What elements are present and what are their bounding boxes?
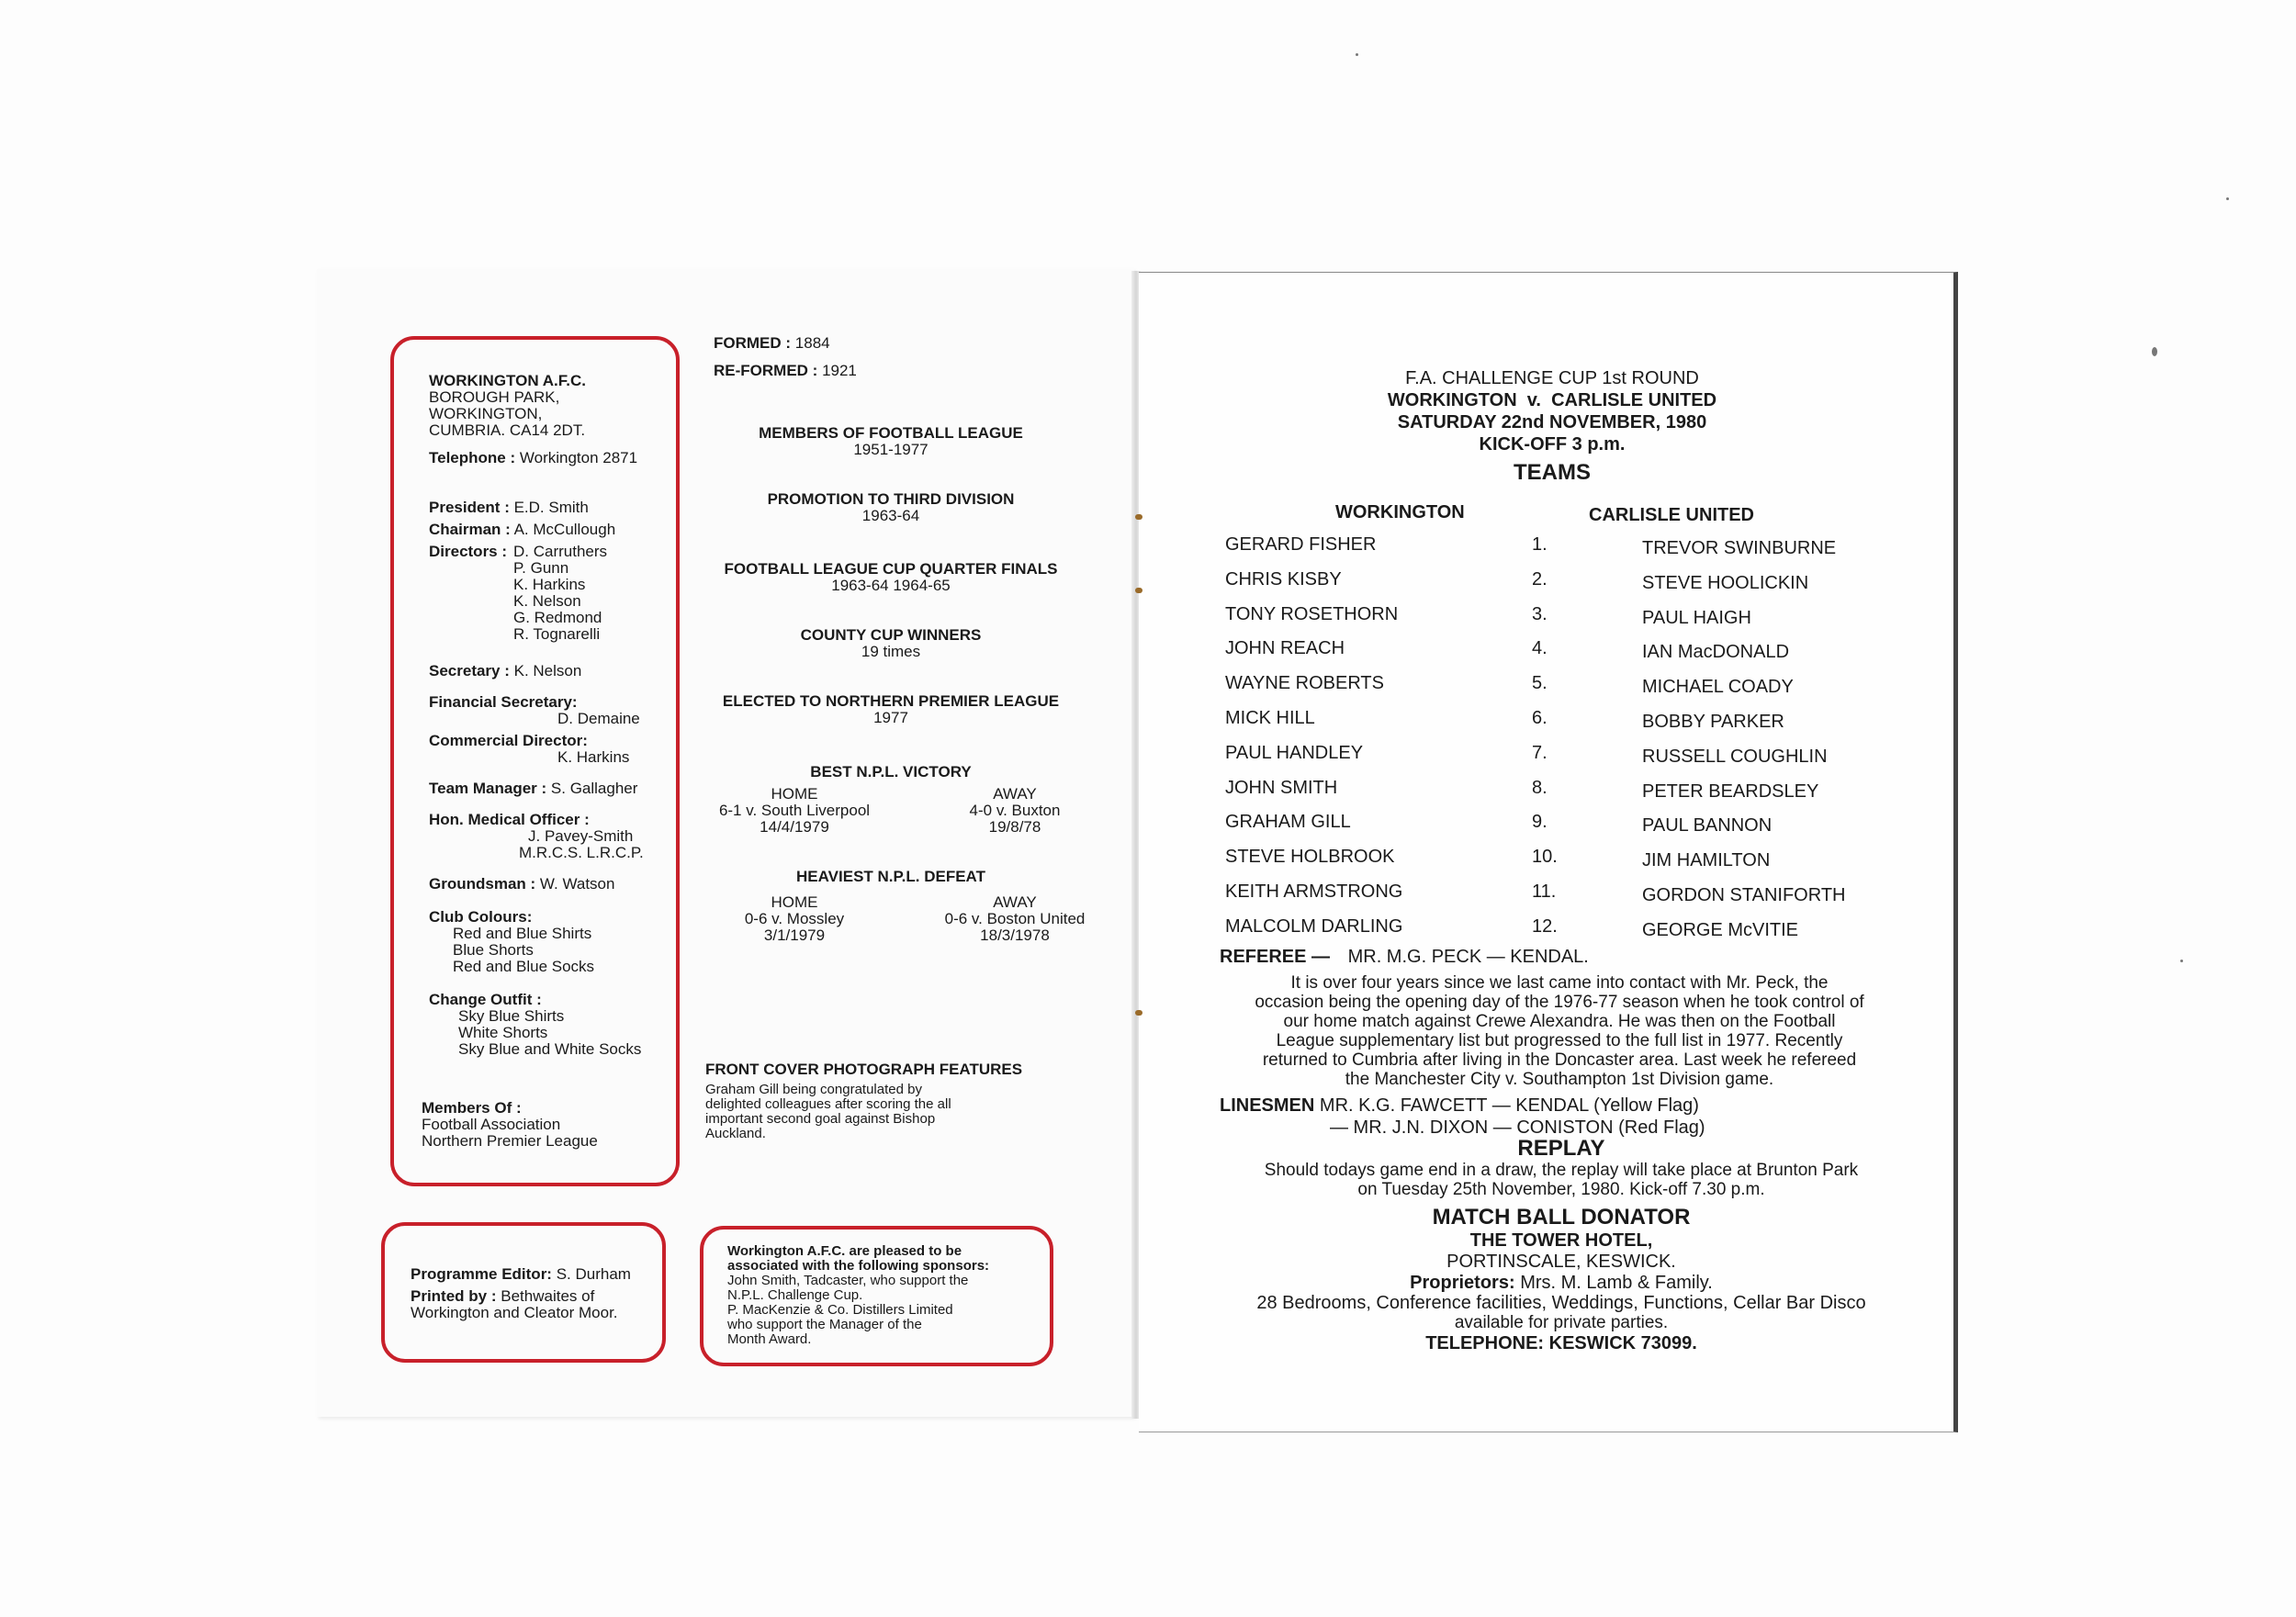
referee-value: MR. M.G. PECK — KENDAL. — [1347, 947, 1589, 967]
editor-label: Programme Editor: — [411, 1265, 552, 1283]
history-section-title: MEMBERS OF FOOTBALL LEAGUE — [759, 424, 1023, 442]
financial-secretary-value: D. Demaine — [557, 710, 640, 727]
editor-value: S. Durham — [556, 1265, 631, 1283]
medical-officer-qualifications: M.R.C.S. L.R.C.P. — [519, 844, 644, 861]
away-player-name: PAUL HAIGH — [1642, 607, 1751, 628]
away-player-name: STEVE HOOLICKIN — [1642, 572, 1809, 593]
front-cover-line: Graham Gill being congratulated by — [705, 1082, 922, 1097]
team-row — [1221, 778, 1919, 805]
front-cover-line: Auckland. — [705, 1126, 766, 1141]
editor-row — [411, 1266, 662, 1283]
shirt-number: 9. — [1532, 812, 1548, 833]
shirt-number: 3. — [1532, 603, 1548, 624]
linesman-1: MR. K.G. FAWCETT — KENDAL (Yellow Flag) — [1319, 1095, 1699, 1116]
team-row — [1221, 916, 1919, 944]
cup-title: F.A. CHALLENGE CUP 1st ROUND — [1405, 368, 1699, 388]
home-player-name: KEITH ARMSTRONG — [1225, 881, 1403, 902]
heaviest-defeat-table — [698, 894, 1084, 953]
match-header — [1231, 367, 1874, 487]
history-section-title: PROMOTION TO THIRD DIVISION — [767, 490, 1015, 508]
home-player-name: JOHN SMITH — [1225, 777, 1338, 798]
home-player-name: GERARD FISHER — [1225, 534, 1377, 555]
speck — [2152, 347, 2157, 356]
history-sections — [698, 425, 1084, 759]
director: G. Redmond — [513, 609, 602, 626]
replay-block — [1212, 1137, 1910, 1354]
front-cover-line: delighted colleagues after scoring the all — [705, 1096, 951, 1112]
club-info-box — [390, 336, 680, 1186]
shirt-number: 5. — [1532, 673, 1548, 694]
member-of: Northern Premier League — [422, 1132, 598, 1150]
team-row — [1221, 847, 1919, 874]
best-victory-table — [698, 786, 1084, 845]
staple — [1135, 514, 1142, 520]
referee-label: REFEREE — — [1220, 947, 1331, 967]
staple — [1135, 588, 1142, 593]
defeat-away-score: 0-6 v. Boston United — [944, 910, 1086, 927]
away-player-name: PETER BEARDSLEY — [1642, 780, 1819, 802]
linesmen-label: LINESMEN — [1220, 1095, 1315, 1116]
secretary-value: K. Nelson — [513, 662, 582, 679]
directors-label: Directors : — [429, 543, 508, 560]
referee-note-line: returned to Cumbria after living in the Doncaster area. Last week he refereed — [1262, 1050, 1857, 1070]
sponsor-intro-line: associated with the following sponsors: — [727, 1258, 990, 1274]
president-label: President : — [429, 499, 510, 516]
teams-heading: TEAMS — [1514, 460, 1591, 485]
referee-block — [1220, 946, 1899, 1139]
staple — [1135, 1010, 1142, 1016]
chairman-label: Chairman : — [429, 521, 511, 538]
groundsman-value: W. Watson — [539, 875, 615, 893]
home-label: HOME — [771, 893, 818, 911]
home-player-name: WAYNE ROBERTS — [1225, 673, 1384, 694]
sponsor-line: Month Award. — [727, 1331, 812, 1347]
director: D. Carruthers — [513, 543, 608, 560]
reformed-value: 1921 — [822, 362, 857, 379]
team-row — [1221, 673, 1919, 701]
director: K. Harkins — [513, 576, 586, 593]
defeat-away-col — [937, 894, 1093, 944]
match-date: SATURDAY 22nd NOVEMBER, 1980 — [1397, 412, 1707, 432]
team-manager-row — [429, 780, 676, 797]
chairman-value: A. McCullough — [513, 521, 616, 538]
secretary-row — [429, 663, 676, 679]
formed-row — [714, 335, 1081, 352]
home-player-name: MALCOLM DARLING — [1225, 915, 1403, 937]
club-name: WORKINGTON A.F.C. — [429, 372, 586, 389]
sponsor-line: John Smith, Tadcaster, who support the — [727, 1273, 969, 1288]
away-player-name: JIM HAMILTON — [1642, 850, 1771, 871]
defeat-away-date: 18/3/1978 — [980, 926, 1050, 944]
club-address-line: CUMBRIA. CA14 2DT. — [429, 421, 586, 439]
victory-home-col — [698, 786, 891, 836]
change-outfit-item: Sky Blue Shirts — [458, 1007, 565, 1025]
referee-note-line: the Manchester City v. Southampton 1st Division game. — [1345, 1070, 1774, 1089]
victory-away-date: 19/8/78 — [988, 818, 1041, 836]
referee-row — [1220, 946, 1899, 968]
printed-by-value: Bethwaites of — [501, 1287, 595, 1305]
speck — [1356, 53, 1358, 56]
club-colour: Red and Blue Shirts — [453, 925, 592, 942]
change-outfit-label: Change Outfit : — [429, 991, 542, 1008]
director: P. Gunn — [513, 559, 569, 577]
proprietors-label: Proprietors: — [1410, 1273, 1515, 1293]
front-cover-title: FRONT COVER PHOTOGRAPH FEATURES — [705, 1061, 1023, 1078]
best-victory-block — [698, 764, 1084, 845]
proprietors-value: Mrs. M. Lamb & Family. — [1520, 1273, 1713, 1293]
defeat-home-col — [698, 894, 891, 944]
financial-secretary-label: Financial Secretary: — [429, 693, 578, 711]
home-player-name: JOHN REACH — [1225, 638, 1345, 659]
formed-value: 1884 — [794, 334, 830, 352]
telephone-row — [429, 450, 676, 466]
commercial-director-label: Commercial Director: — [429, 732, 588, 749]
printed-by-value-2: Workington and Cleator Moor. — [411, 1304, 618, 1321]
team-manager-value: S. Gallagher — [550, 780, 638, 797]
speck — [2226, 197, 2229, 200]
members-of-label: Members Of : — [422, 1099, 522, 1117]
linesman-2: — MR. J.N. DIXON — CONISTON (Red Flag) — [1330, 1117, 1705, 1138]
history-section — [698, 693, 1084, 759]
history-section-value: 1951-1977 — [853, 441, 929, 458]
shirt-number: 8. — [1532, 777, 1548, 798]
away-player-name: RUSSELL COUGHLIN — [1642, 746, 1828, 767]
secretary-label: Secretary : — [429, 662, 510, 679]
editor-box — [381, 1222, 666, 1363]
director: K. Nelson — [513, 592, 581, 610]
directors-block — [429, 543, 676, 643]
front-cover-block — [705, 1062, 1091, 1141]
away-player-name: GORDON STANIFORTH — [1642, 885, 1846, 905]
history-section-title: ELECTED TO NORTHERN PREMIER LEAGUE — [722, 692, 1060, 710]
team-row — [1221, 638, 1919, 666]
change-outfit-item: White Shorts — [458, 1024, 548, 1041]
history-section — [698, 561, 1084, 627]
shirt-number: 10. — [1532, 847, 1558, 868]
history-section-value: 1963-64 1964-65 — [831, 577, 951, 594]
sponsor-box — [700, 1226, 1053, 1366]
president-value: E.D. Smith — [513, 499, 589, 516]
club-colour: Blue Shorts — [453, 941, 534, 959]
home-player-name: MICK HILL — [1225, 708, 1315, 728]
printed-row — [411, 1288, 662, 1305]
victory-home-date: 14/4/1979 — [760, 818, 829, 836]
history-column — [714, 335, 1081, 379]
shirt-number: 6. — [1532, 708, 1548, 728]
history-section-title: COUNTY CUP WINNERS — [800, 626, 982, 644]
team-row — [1221, 708, 1919, 736]
formed-label: FORMED : — [714, 334, 792, 352]
away-player-name: TREVOR SWINBURNE — [1642, 538, 1837, 558]
team-row — [1221, 812, 1919, 839]
team-row — [1221, 604, 1919, 632]
shirt-number: 4. — [1532, 638, 1548, 659]
hotel-facilities: 28 Bedrooms, Conference facilities, Weddings, Functions, Cellar Bar Disco — [1256, 1293, 1866, 1313]
away-player-name: IAN MacDONALD — [1642, 642, 1790, 663]
away-player-name: BOBBY PARKER — [1642, 712, 1784, 732]
referee-note-line: occasion being the opening day of the 1976-77 season when he took control of — [1255, 993, 1864, 1012]
groundsman-label: Groundsman : — [429, 875, 536, 893]
team-row — [1221, 534, 1919, 562]
replay-heading: REPLAY — [1517, 1136, 1605, 1161]
club-address-line: WORKINGTON, — [429, 405, 543, 422]
away-team-heading: CARLISLE UNITED — [1589, 505, 1754, 525]
home-player-name: GRAHAM GILL — [1225, 812, 1351, 833]
away-label: AWAY — [993, 785, 1037, 803]
change-outfit-item: Sky Blue and White Socks — [458, 1040, 642, 1058]
groundsman-row — [429, 876, 676, 893]
away-player-name: PAUL BANNON — [1642, 815, 1773, 837]
history-section — [698, 627, 1084, 693]
heaviest-defeat-title: HEAVIEST N.P.L. DEFEAT — [796, 868, 985, 885]
team-row — [1221, 743, 1919, 770]
away-label: AWAY — [993, 893, 1037, 911]
club-colour: Red and Blue Socks — [453, 958, 595, 975]
member-of: Football Association — [422, 1116, 561, 1133]
replay-line: Should todays game end in a draw, the replay will take place at Brunton Park — [1264, 1161, 1859, 1180]
replay-line: on Tuesday 25th November, 1980. Kick-off 7.30 p.m. — [1357, 1180, 1765, 1199]
telephone-label: Telephone : — [429, 449, 516, 466]
fixture-title: WORKINGTON v. CARLISLE UNITED — [1387, 390, 1717, 410]
proprietors-row — [1212, 1273, 1910, 1293]
home-label: HOME — [771, 785, 818, 803]
home-player-name: TONY ROSETHORN — [1225, 603, 1399, 624]
home-player-name: STEVE HOLBROOK — [1225, 847, 1395, 868]
reformed-label: RE-FORMED : — [714, 362, 818, 379]
defeat-home-date: 3/1/1979 — [763, 926, 826, 944]
speck — [2180, 960, 2183, 962]
front-cover-line: important second goal against Bishop — [705, 1111, 936, 1127]
telephone-value: Workington 2871 — [519, 449, 638, 466]
history-section — [698, 491, 1084, 561]
victory-away-col — [937, 786, 1093, 836]
sponsor-intro-line: Workington A.F.C. are pleased to be — [727, 1243, 962, 1259]
directors-list — [513, 544, 607, 643]
away-player-name: GEORGE McVITIE — [1642, 919, 1799, 940]
linesman-row-1 — [1220, 1095, 1899, 1117]
medical-officer-label: Hon. Medical Officer : — [429, 811, 590, 828]
match-ball-donator-heading: MATCH BALL DONATOR — [1432, 1205, 1691, 1230]
history-section-value: 1977 — [873, 709, 908, 726]
kickoff-time: KICK-OFF 3 p.m. — [1479, 434, 1626, 455]
home-player-name: PAUL HANDLEY — [1225, 742, 1364, 763]
victory-home-score: 6-1 v. South Liverpool — [718, 802, 871, 819]
hotel-address: PORTINSCALE, KESWICK. — [1446, 1252, 1676, 1272]
best-victory-title: BEST N.P.L. VICTORY — [810, 763, 972, 780]
history-section — [698, 425, 1084, 491]
shirt-number: 12. — [1532, 915, 1558, 937]
referee-note-line: our home match against Crewe Alexandra. He was then on the Football — [1283, 1012, 1836, 1031]
shirt-number: 2. — [1532, 568, 1548, 590]
chairman-row — [429, 522, 676, 538]
medical-officer-value: J. Pavey-Smith — [528, 827, 634, 845]
victory-away-score: 4-0 v. Buxton — [969, 802, 1061, 819]
defeat-home-score: 0-6 v. Mossley — [744, 910, 845, 927]
sponsor-line: who support the Manager of the — [727, 1317, 922, 1332]
hotel-facilities-2: available for private parties. — [1454, 1313, 1669, 1332]
team-row — [1221, 881, 1919, 909]
history-section-value: 19 times — [861, 643, 921, 660]
hotel-name: THE TOWER HOTEL, — [1469, 1230, 1653, 1251]
club-address-line: BOROUGH PARK, — [429, 388, 560, 406]
president-row — [429, 500, 676, 516]
shirt-number: 7. — [1532, 742, 1548, 763]
director: R. Tognarelli — [513, 625, 601, 643]
referee-note-line: It is over four years since we last came into contact with Mr. Peck, the — [1290, 973, 1829, 993]
home-team-heading: WORKINGTON — [1335, 502, 1465, 522]
team-manager-label: Team Manager : — [429, 780, 547, 797]
sponsor-line: N.P.L. Challenge Cup. — [727, 1287, 863, 1303]
commercial-director-value: K. Harkins — [557, 748, 630, 766]
shirt-number: 11. — [1532, 881, 1557, 902]
away-player-name: MICHAEL COADY — [1642, 677, 1794, 698]
sponsor-line: P. MacKenzie & Co. Distillers Limited — [727, 1302, 953, 1318]
shirt-number: 1. — [1532, 534, 1548, 555]
hotel-telephone: TELEPHONE: KESWICK 73099. — [1425, 1333, 1697, 1353]
reformed-row — [714, 363, 1081, 379]
history-section-value: 1963-64 — [861, 507, 920, 524]
club-colours-label: Club Colours: — [429, 908, 533, 926]
referee-note-line: League supplementary list but progressed to the full list in 1977. Recently — [1276, 1031, 1843, 1050]
heaviest-defeat-block — [698, 869, 1084, 953]
home-player-name: CHRIS KISBY — [1225, 568, 1342, 590]
referee-notes — [1220, 973, 1899, 1089]
printed-by-label: Printed by : — [411, 1287, 497, 1305]
history-section-title: FOOTBALL LEAGUE CUP QUARTER FINALS — [724, 560, 1058, 578]
team-row — [1221, 569, 1919, 597]
